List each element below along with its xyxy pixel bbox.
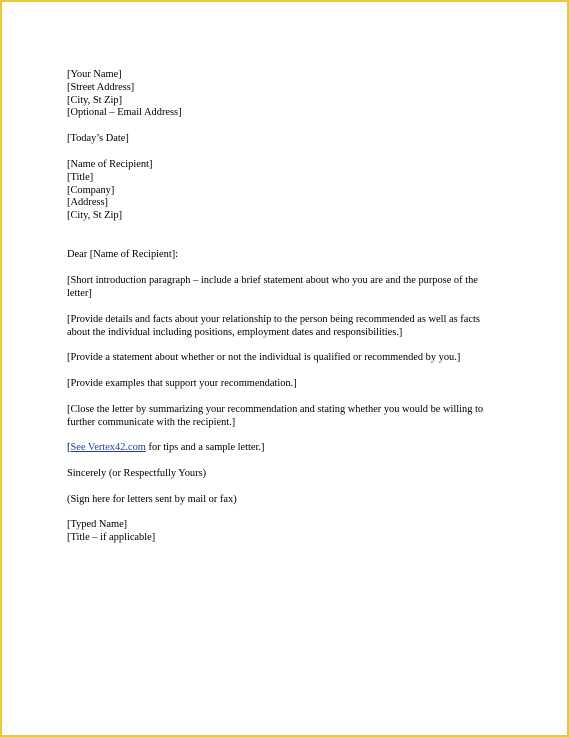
recipient-city: [City, St Zip]: [67, 210, 123, 222]
sender-name: [Your Name]: [67, 69, 122, 80]
closing: Sincerely (or Respectfully Yours): [67, 468, 207, 479]
details-paragraph: [Provide details and facts about your relationship to the person being recommended as well as facts about the individual including positions, employment dates and responsibilities.]: [67, 314, 480, 338]
details-paragraph-block: [67, 314, 505, 340]
closing-paragraph: [Close the letter by summarizing your recommendation and stating whether you would be willing to further communicate with the recipient.]: [67, 404, 484, 428]
signature-note-block: [67, 494, 507, 507]
salutation-block: [67, 249, 507, 262]
signer-block: [67, 519, 507, 545]
recipient-address: [Address]: [67, 197, 108, 209]
statement-paragraph-block: [67, 352, 507, 365]
recipient-name: [Name of Recipient]: [67, 159, 153, 170]
recipient-block: [67, 159, 507, 223]
date-block: [67, 133, 507, 146]
examples-paragraph: [Provide examples that support your recommendation.]: [67, 378, 297, 389]
link-line: [67, 442, 507, 455]
closing-paragraph-block: [67, 404, 505, 430]
sender-block: [67, 69, 507, 120]
intro-paragraph: [Short introduction paragraph – include a brief statement about who you are and the purpose of the letter]: [67, 275, 478, 299]
signature-note: (Sign here for letters sent by mail or fax): [67, 494, 237, 505]
recipient-company: [Company]: [67, 184, 115, 196]
letter-date: [Today’s Date]: [67, 133, 129, 144]
examples-paragraph-block: [67, 378, 507, 391]
signer-typed-name: [Typed Name]: [67, 519, 128, 530]
sender-city: [City, St Zip]: [67, 94, 123, 106]
intro-paragraph-block: [67, 275, 505, 301]
link-suffix: for tips and a sample letter.]: [145, 442, 265, 453]
sender-email: [Optional – Email Address]: [67, 107, 182, 119]
link-line-block: [67, 442, 507, 455]
recipient-title: [Title]: [67, 171, 94, 183]
signer-title: [Title – if applicable]: [67, 531, 156, 543]
vertex42-link[interactable]: See Vertex42.com: [70, 442, 146, 453]
link-prefix: [: [67, 442, 71, 453]
salutation: Dear [Name of Recipient]:: [67, 249, 179, 260]
statement-paragraph: [Provide a statement about whether or not the individual is qualified or recommended by you.]: [67, 352, 461, 363]
closing-block: [67, 468, 507, 481]
sender-street: [Street Address]: [67, 81, 135, 93]
